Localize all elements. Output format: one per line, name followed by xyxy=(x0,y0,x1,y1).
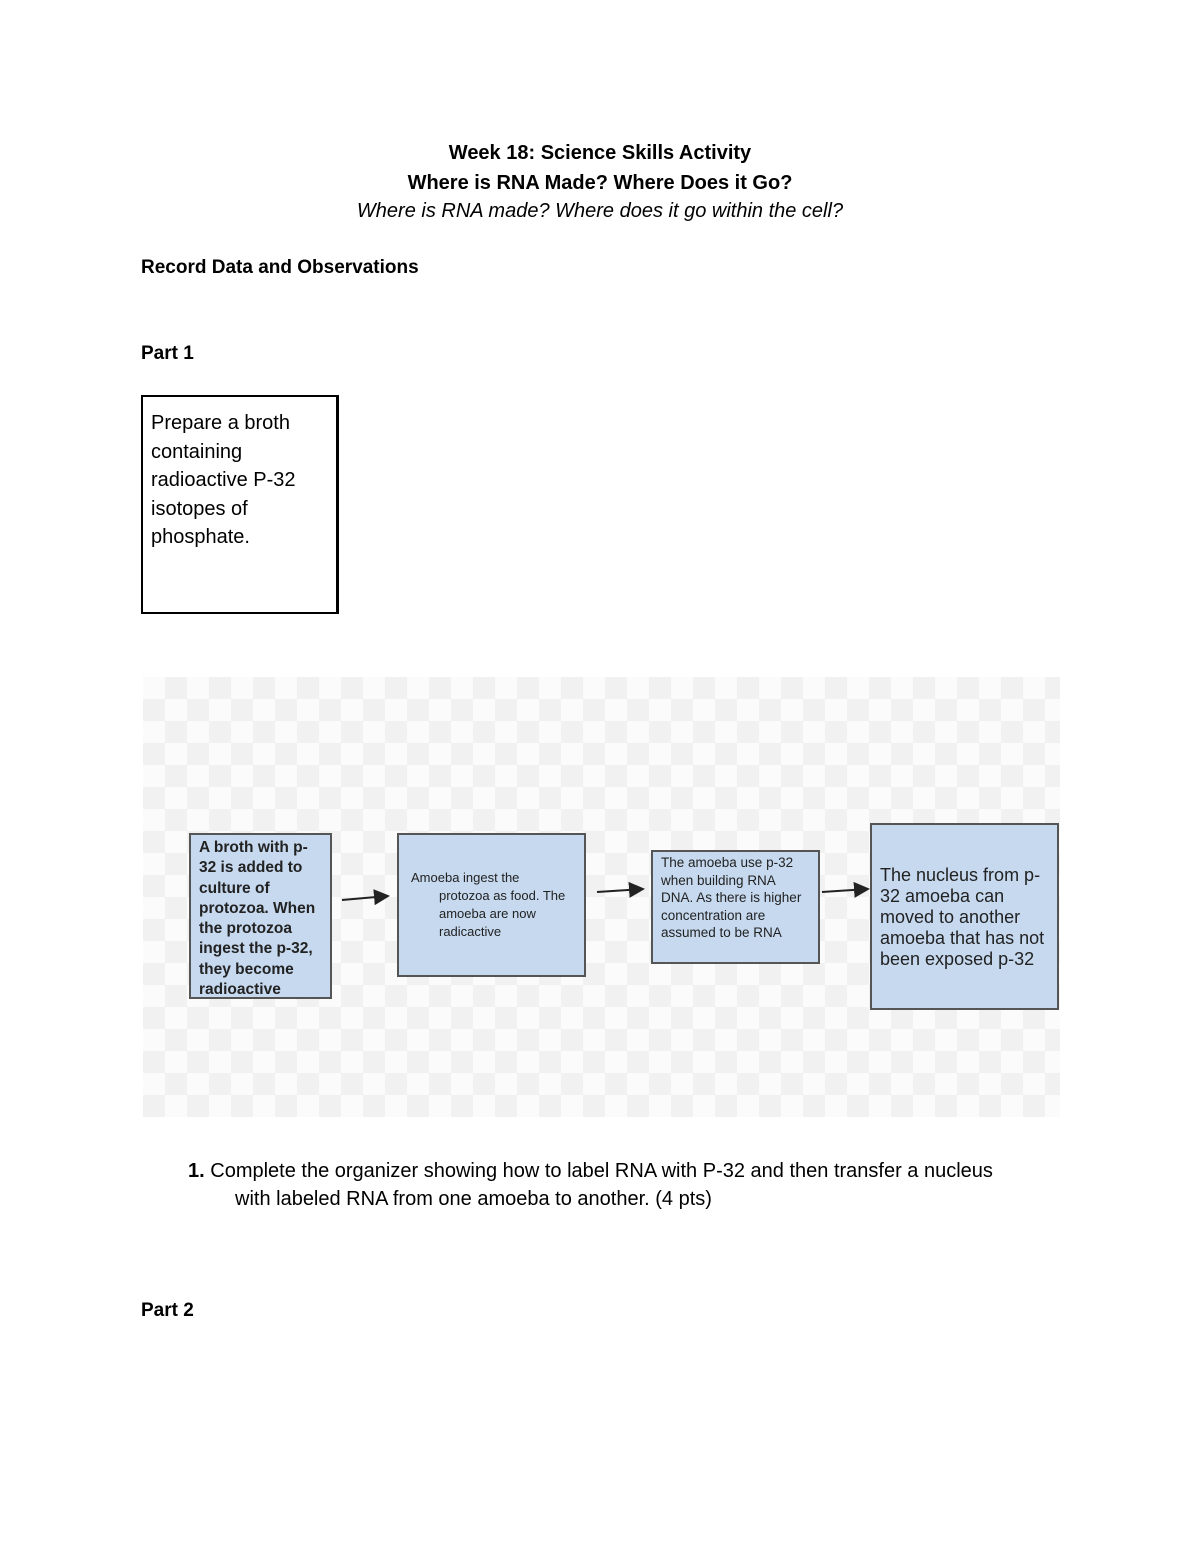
organizer-step-4: The nucleus from p-32 amoeba can moved to another amoeba that has not been exposed p-32 xyxy=(870,823,1059,1010)
section-heading: Record Data and Observations xyxy=(141,257,419,278)
worksheet-title: Week 18: Science Skills Activity xyxy=(448,142,752,164)
organizer-step-2-rest: protozoa as food. The amoeba are now radicactive xyxy=(439,888,566,939)
question-number: 1. xyxy=(188,1160,205,1182)
organizer-step-1: A broth with p-32 is added to culture of protozoa. When the protozoa ingest the p-32, they become radioactive xyxy=(189,833,332,999)
arrow-icon xyxy=(822,889,868,892)
organizer-step-3: The amoeba use p-32 when building RNA DNA. As there is higher concentration are assumed to be RNA xyxy=(651,850,820,964)
part2-heading: Part 2 xyxy=(141,1300,194,1321)
prepare-broth-box: Prepare a broth containing radioactive P-32 isotopes of phosphate. xyxy=(141,395,339,614)
question-line-2: with labeled RNA from one amoeba to another. (4 pts) xyxy=(235,1188,712,1210)
worksheet-subtitle: Where is RNA Made? Where Does it Go? xyxy=(407,172,793,194)
arrow-icon xyxy=(597,889,643,892)
organizer-step-2-line1: Amoeba ingest the xyxy=(411,870,520,885)
guiding-question: Where is RNA made? Where does it go within the cell? xyxy=(356,200,844,222)
question-1 xyxy=(188,1157,1068,1213)
arrow-icon xyxy=(342,896,388,900)
part1-heading: Part 1 xyxy=(141,343,194,364)
question-line-1: Complete the organizer showing how to label RNA with P-32 and then transfer a nucleus xyxy=(210,1160,993,1182)
